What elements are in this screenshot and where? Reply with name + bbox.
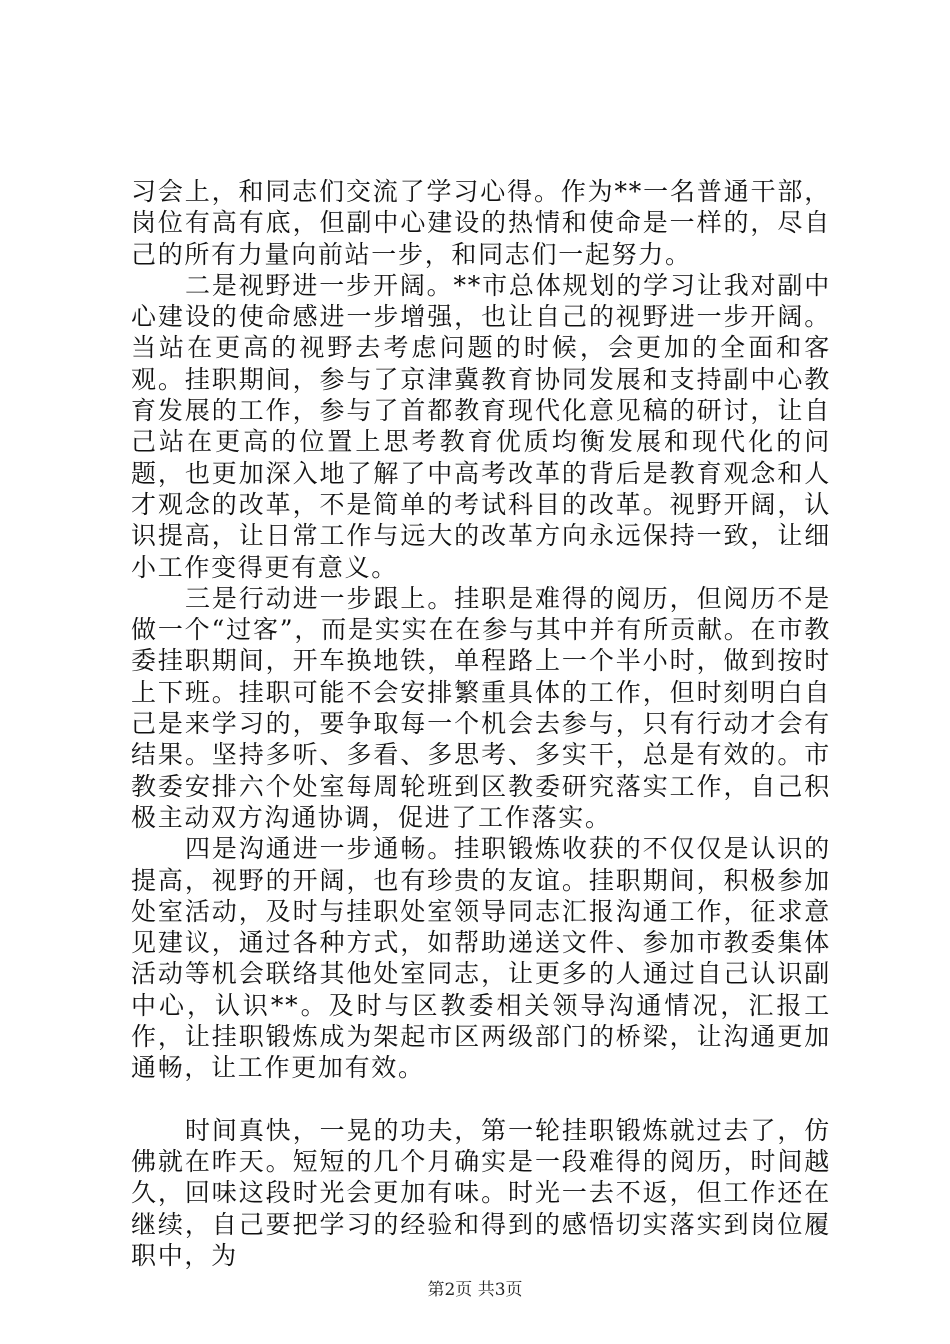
paragraph-point-two: 二是视野进一步开阔。**市总体规划的学习让我对副中心建设的使命感进一步增强，也让自己的视野进一步开阔。当站在更高的视野去考虑问题的时候，会更加的全面和客观。挂职期间，参与了京津冀教育协同发展和支持副中心教育发展的工作，参与了首都教育现代化意见稿的研讨，让自己站在更高的位置上思考教育优质均衡发展和现代化的问题，也更加深入地了解了中高考改革的背后是教育观念和人才观念的改革，不是简单的考试科目的改革。视野开阔，认识提高，让日常工作与远大的改革方向永远保持一致，让细小工作变得更有意义。	[131, 270, 831, 582]
document-body	[131, 176, 831, 1271]
paragraph-closing: 时间真快，一晃的功夫，第一轮挂职锻炼就过去了，仿佛就在昨天。短短的几个月确实是一段难得的阅历，时间越久，回味这段时光会更加有味。时光一去不返，但工作还在继续，自己要把学习的经验和得到的感悟切实落实到岗位履职中，为	[131, 1115, 831, 1270]
page-number-footer: 第2页 共3页	[427, 1280, 523, 1300]
paragraph-point-four: 四是沟通进一步通畅。挂职锻炼收获的不仅仅是认识的提高，视野的开阔，也有珍贵的友谊。挂职期间，积极参加处室活动，及时与挂职处室领导同志汇报沟通工作，征求意见建议，通过各种方式，如帮助递送文件、参加市教委集体活动等机会联络其他处室同志，让更多的人通过自己认识副中心，认识**。及时与区教委相关领导沟通情况，汇报工作，让挂职锻炼成为架起市区两级部门的桥梁，让沟通更加通畅，让工作更加有效。	[131, 834, 831, 1083]
paragraph-continuation: 习会上，和同志们交流了学习心得。作为**一名普通干部，岗位有高有底，但副中心建设的热情和使命是一样的，尽自己的所有力量向前站一步，和同志们一起努力。	[131, 177, 831, 269]
paragraph-spacer	[131, 1084, 831, 1115]
paragraph-point-three: 三是行动进一步跟上。挂职是难得的阅历，但阅历不是做一个“过客”，而是实实在在参与其中并有所贡献。在市教委挂职期间，开车换地铁，单程路上一个半小时，做到按时上下班。挂职可能不会安排繁重具体的工作，但时刻明白自己是来学习的，要争取每一个机会去参与，只有行动才会有结果。坚持多听、多看、多思考、多实干，总是有效的。市教委安排六个处室每周轮班到区教委研究落实工作，自己积极主动双方沟通协调，促进了工作落实。	[131, 583, 831, 832]
